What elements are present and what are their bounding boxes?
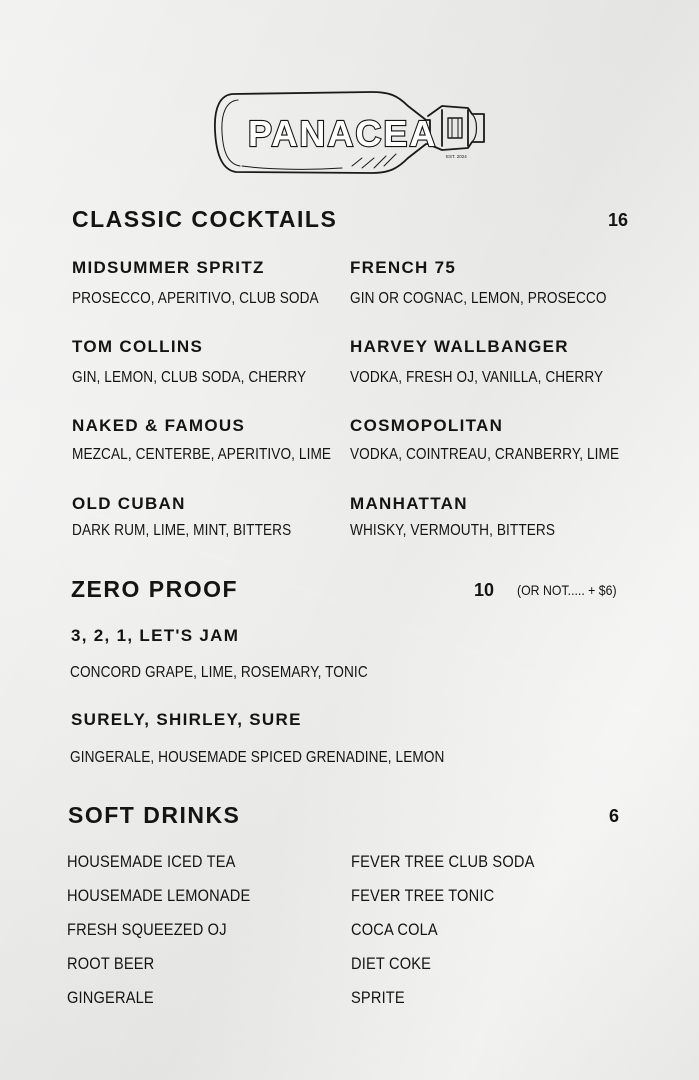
logo-est-text: EST. 2024 bbox=[446, 154, 467, 159]
soft-drink-item: SPRITE bbox=[351, 988, 405, 1007]
zero-proof-price: 10 bbox=[474, 580, 495, 600]
drink-ingredients: VODKA, COINTREAU, CRANBERRY, LIME bbox=[350, 446, 620, 463]
soft-drink-item: HOUSEMADE LEMONADE bbox=[67, 886, 251, 905]
soft-drink-item: ROOT BEER bbox=[67, 954, 155, 973]
drink-ingredients: WHISKY, VERMOUTH, BITTERS bbox=[350, 522, 556, 539]
soft-drink-item: COCA COLA bbox=[351, 920, 438, 939]
drink-ingredients: PROSECCO, APERITIVO, CLUB SODA bbox=[72, 290, 319, 307]
soft-drink-item: HOUSEMADE ICED TEA bbox=[67, 852, 236, 871]
drink-ingredients: DARK RUM, LIME, MINT, BITTERS bbox=[72, 522, 292, 539]
section-title-zero-proof: ZERO PROOF bbox=[71, 576, 239, 602]
drink-name: FRENCH 75 bbox=[350, 258, 457, 277]
drink-name: MIDSUMMER SPRITZ bbox=[72, 258, 265, 277]
drink-name: 3, 2, 1, LET'S JAM bbox=[71, 626, 240, 645]
drink-ingredients: VODKA, FRESH OJ, VANILLA, CHERRY bbox=[350, 369, 604, 386]
classic-cocktails-price: 16 bbox=[608, 210, 629, 230]
panacea-bottle-logo bbox=[212, 84, 488, 180]
drink-ingredients: MEZCAL, CENTERBE, APERITIVO, LIME bbox=[72, 446, 332, 463]
section-title-soft-drinks: SOFT DRINKS bbox=[68, 802, 241, 828]
section-title-classic-cocktails: CLASSIC COCKTAILS bbox=[72, 206, 338, 232]
drink-ingredients: GIN OR COGNAC, LEMON, PROSECCO bbox=[350, 290, 607, 307]
zero-proof-note: (OR NOT..... + $6) bbox=[517, 582, 617, 598]
drink-ingredients: GIN, LEMON, CLUB SODA, CHERRY bbox=[72, 369, 307, 386]
soft-drink-item: FRESH SQUEEZED OJ bbox=[67, 920, 227, 939]
soft-drink-item: FEVER TREE CLUB SODA bbox=[351, 852, 535, 871]
soft-drink-item: DIET COKE bbox=[351, 954, 432, 973]
drink-ingredients: CONCORD GRAPE, LIME, ROSEMARY, TONIC bbox=[70, 664, 368, 681]
drink-name: HARVEY WALLBANGER bbox=[350, 337, 569, 356]
soft-drink-item: GINGERALE bbox=[67, 988, 154, 1007]
drink-name: TOM COLLINS bbox=[72, 337, 204, 356]
drink-name: SURELY, SHIRLEY, SURE bbox=[71, 710, 302, 729]
soft-drinks-price: 6 bbox=[609, 806, 620, 826]
logo-brand-text: PANACEA bbox=[248, 113, 438, 154]
drink-name: COSMOPOLITAN bbox=[350, 416, 504, 435]
drink-name: NAKED & FAMOUS bbox=[72, 416, 246, 435]
drink-name: OLD CUBAN bbox=[72, 494, 186, 513]
drink-ingredients: GINGERALE, HOUSEMADE SPICED GRENADINE, LEMON bbox=[70, 749, 445, 766]
drink-name: MANHATTAN bbox=[350, 494, 468, 513]
soft-drink-item: FEVER TREE TONIC bbox=[351, 886, 495, 905]
